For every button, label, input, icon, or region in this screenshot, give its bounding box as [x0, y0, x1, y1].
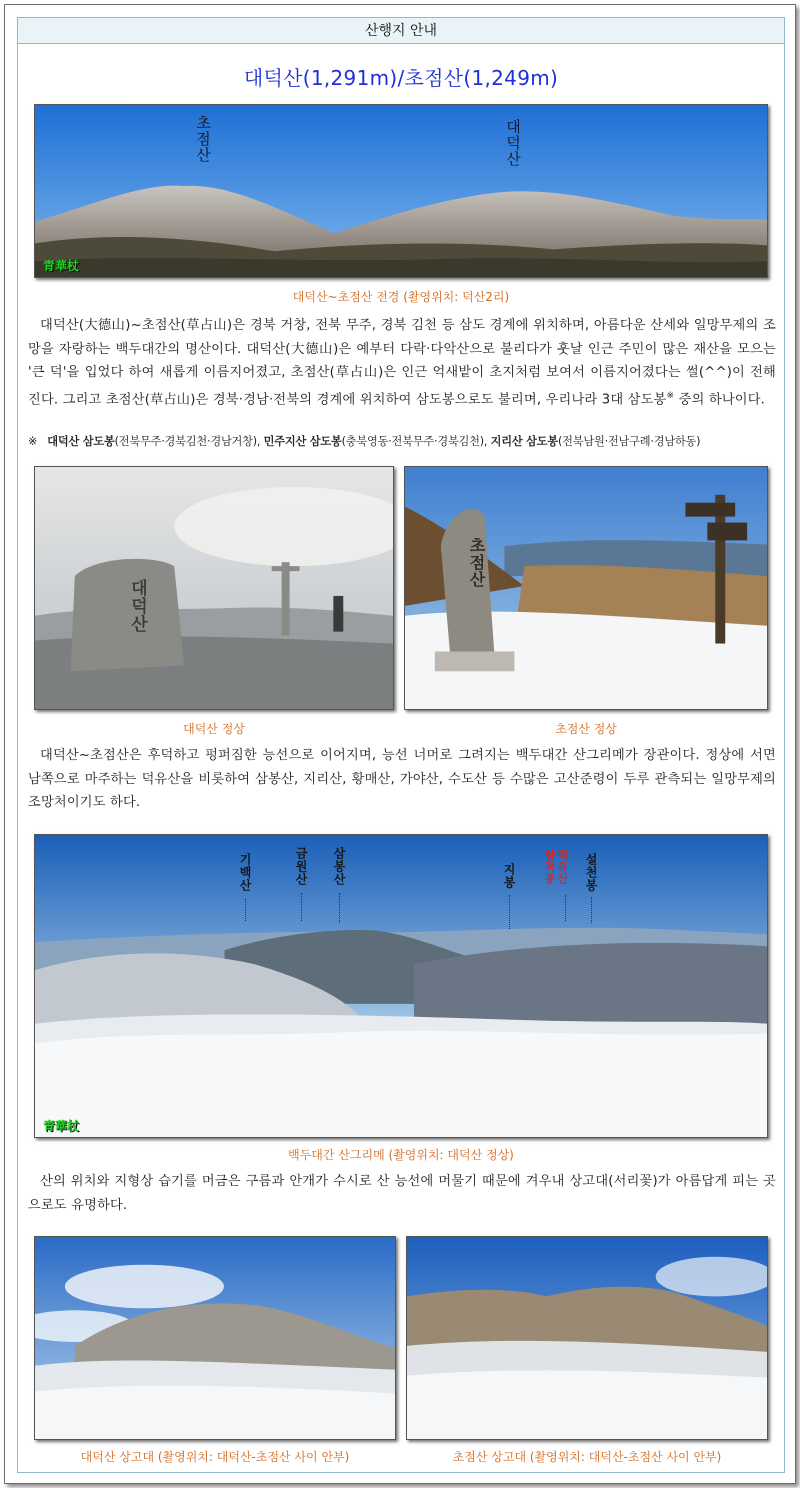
label-leader	[591, 897, 592, 923]
chojeomsan-summit-caption: 초점산 정상	[555, 722, 617, 736]
note-item-name: 대덕산 삼도봉	[47, 435, 115, 448]
label-leader	[565, 895, 566, 921]
intro-tail: 중의 하나이다.	[674, 391, 766, 407]
baekdudaegan-ridge-photo	[34, 834, 768, 1138]
daedeoksan-summit-photo	[34, 466, 394, 710]
photo-label-daedeoksan: 대덕산	[504, 119, 522, 167]
ridge-paragraph: 대덕산~초점산은 후덕하고 펑퍼짐한 능선으로 이어지며, 능선 너머로 그려지는 백두대간 산그리메가 장관이다. 정상에 서면 남쪽으로 마주하는 덕유산을 비롯하여 삼봉산, 지리산, 황매산, 가야산, 수도산 등 수많은 고산준령이 두루 관측되는 일망무제의 조망처이기도 하다.	[28, 748, 776, 810]
intro-text: 대덕산(大德山)~초점산(草占山)은 경북 거창, 전북 무주, 경북 김천 등 삼도 경계에 위치하며, 아름다운 산세와 일망무제의 조망을 자랑하는 백두대간의 명산이다. 대덕산(大德山)은 예부터 다락·다악산으로 불리다가 훗날 인근 주민이 많은 재산을 모으는 '큰 덕'을 입었다 하여 새롭게 이름지어졌고, 초점산(草占山)은 인근 억새밭이 초지처럼 보여서 이름지어졌다는 썰(^^)이 전해진다. 그리고 초점산(草占山)은 경북·경남·전북의 경계에 위치하여 삼도봉으로도 불리며, 우리나라 3대 삼도봉	[28, 318, 776, 407]
footnote-mark: ※	[666, 390, 675, 401]
note-item-detail: (전북남원·전남구례·경남하동)	[558, 435, 701, 448]
chojeomsan-rime-image	[407, 1237, 767, 1439]
panorama-image	[35, 105, 767, 277]
ridge-label-sambongsan: 삼봉산	[332, 847, 346, 886]
label-leader	[245, 899, 246, 921]
panorama-photo	[34, 104, 768, 278]
ridge-label-jibong: 지봉	[502, 863, 516, 889]
photo-label-chojeomsan: 초점산	[194, 115, 212, 163]
chojeomsan-summit-image	[405, 467, 767, 709]
label-leader	[509, 895, 510, 929]
content-panel	[17, 17, 785, 1473]
daedeoksan-summit-image	[35, 467, 393, 709]
daedeoksan-rime-caption: 대덕산 상고대 (촬영위치: 대덕산-초점산 사이 안부)	[80, 1450, 350, 1464]
header-title: 산행지 안내	[364, 23, 438, 39]
photographer-stamp: 青華杖	[43, 259, 80, 273]
header-bar	[18, 18, 784, 44]
frost-paragraph: 산의 위치와 지형상 습기를 머금은 구름과 안개가 수시로 산 능선에 머물기 때문에 겨우내 상고대(서리꽃)가 아름답게 피는 곳으로도 유명하다.	[28, 1174, 776, 1213]
page-frame	[4, 4, 796, 1484]
baekdudaegan-ridge-image	[35, 835, 767, 1137]
photographer-stamp: 青華杖	[43, 1119, 80, 1133]
baekdudaegan-ridge-caption: 백두대간 산그리메 (촬영위치: 대덕산 정상)	[288, 1148, 514, 1162]
ridge-label-geumwonsan: 금원산	[294, 847, 308, 886]
label-leader	[301, 893, 302, 921]
footnote-symbol: ※	[28, 435, 38, 448]
note-item-name: 민주지산 삼도봉	[263, 435, 342, 448]
panorama-caption: 대덕산~초점산 전경 (촬영위치: 덕산2리)	[292, 290, 510, 304]
chojeomsan-summit-photo	[404, 466, 768, 710]
ridge-label-seolcheonbong: 설천봉	[584, 853, 598, 892]
ridge-label-deogyusan-hyangjeokbong: 덕유산향적봉	[543, 849, 569, 885]
daedeoksan-rime-image	[35, 1237, 395, 1439]
ridge-label-gibaeksan: 기백산	[238, 853, 252, 892]
note-item-detail: (전북무주·경북김천·경남거창),	[114, 435, 264, 448]
note-item-detail: (충북영동·전북무주·경북김천),	[341, 435, 491, 448]
chojeomsan-rime-caption: 초점산 상고대 (촬영위치: 대덕산-초점산 사이 안부)	[452, 1450, 722, 1464]
intro-paragraph	[28, 314, 776, 411]
page-title: 대덕산(1,291m)/초점산(1,249m)	[243, 66, 559, 90]
label-leader	[339, 893, 340, 923]
footnote	[28, 434, 778, 450]
summit-stone-text: 대덕산	[127, 579, 147, 633]
summit-stone-text: 초점산	[467, 537, 486, 588]
daedeoksan-summit-caption: 대덕산 정상	[183, 722, 245, 736]
note-item-name: 지리산 삼도봉	[490, 435, 558, 448]
daedeoksan-rime-photo	[34, 1236, 396, 1440]
chojeomsan-rime-photo	[406, 1236, 768, 1440]
